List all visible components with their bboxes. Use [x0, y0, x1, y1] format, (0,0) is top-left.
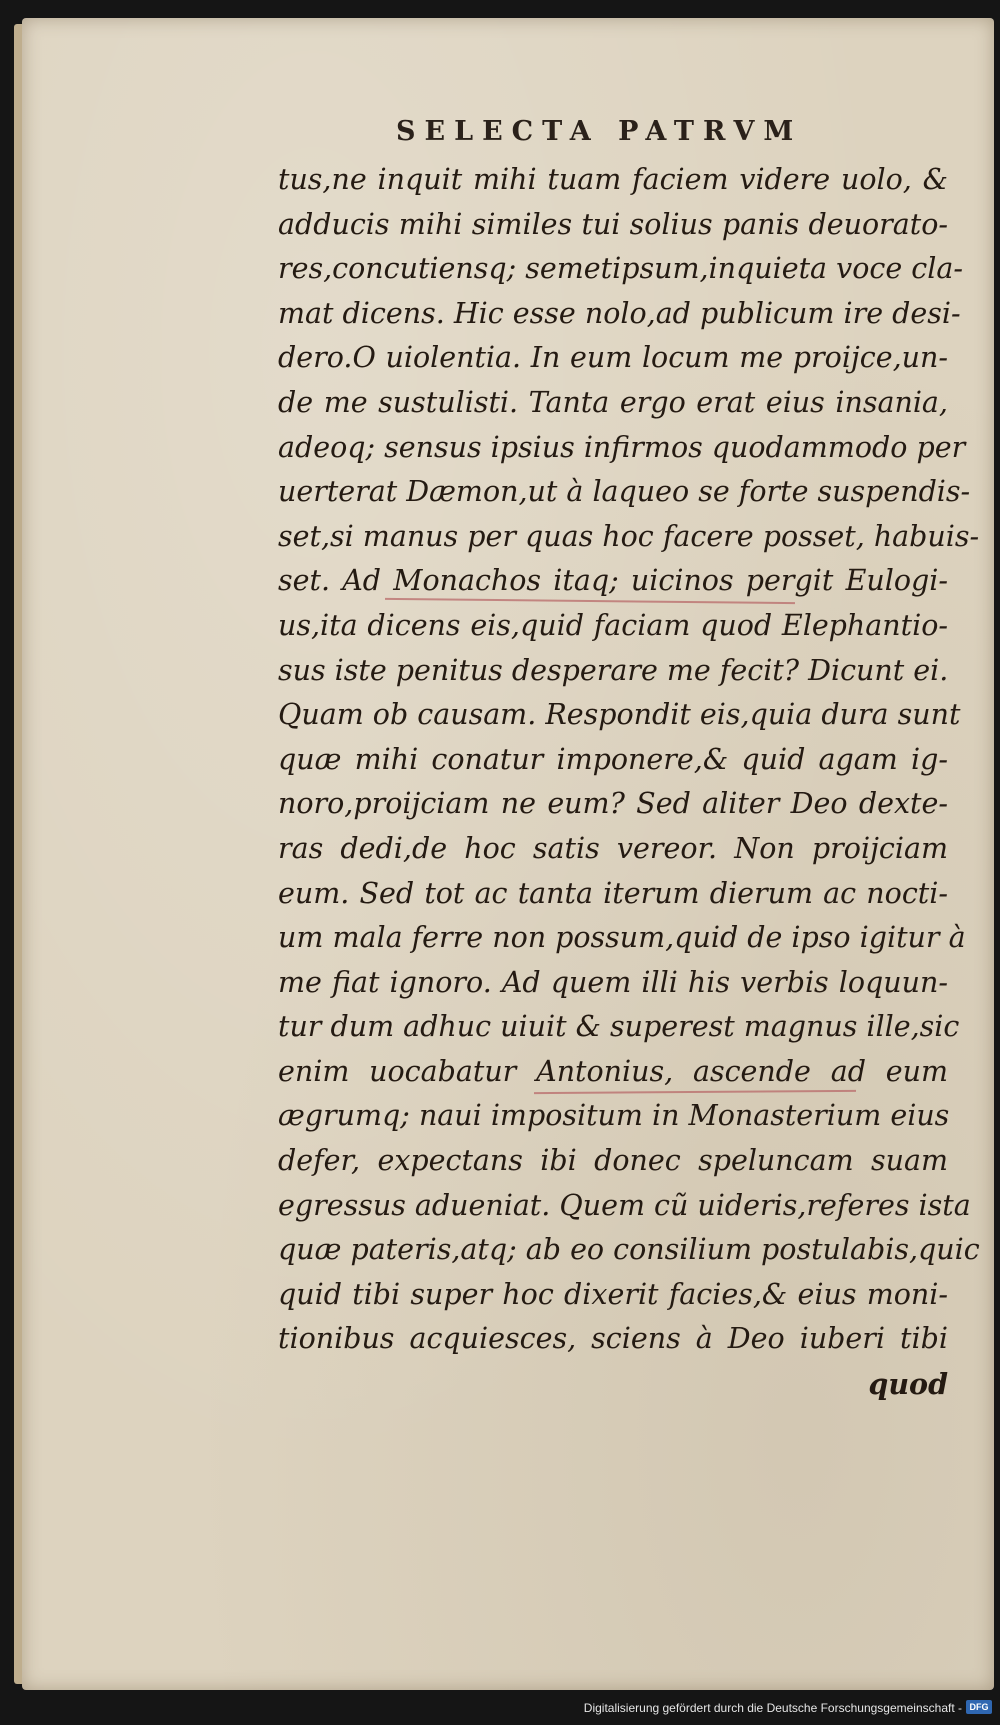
- footer-bar: [0, 1695, 1000, 1725]
- text-line: tus,ne inquit mihi tuam faciem videre uolo, &: [278, 163, 948, 196]
- text-block: [278, 158, 980, 1407]
- text-line: noro,proijciam ne eum? Sed aliter Deo dexte-: [278, 787, 948, 821]
- text-line: quæ mihi conatur imponere,& quid agam ig-: [278, 742, 948, 776]
- text-line: quæ pateris,atq; ab eo consilium postulabis,quic: [278, 1233, 980, 1267]
- text-line: eum. Sed tot ac tanta iterum dierum ac nocti-: [278, 876, 948, 910]
- text-line: res,concutiensq; semetipsum,inquieta voce cla-: [278, 252, 963, 286]
- text-line: mat dicens. Hic esse nolo,ad publicum ire desi-: [278, 296, 961, 330]
- text-line: defer, expectans ibi donec speluncam suam: [278, 1144, 948, 1178]
- dfg-logo: DFG: [966, 1700, 992, 1714]
- text-line: de me sustulisti. Tanta ergo erat eius insania,: [278, 385, 948, 419]
- text-line: quid tibi super hoc dixerit facies,& eius moni-: [278, 1277, 948, 1311]
- text-line: tur dum adhuc uiuit & superest magnus ille,sic: [278, 1010, 960, 1044]
- text-line: Quam ob causam. Respondit eis,quia dura sunt: [278, 698, 961, 732]
- text-line: dero.O uiolentia. In eum locum me proijce,un-: [278, 341, 948, 375]
- text-line: us,ita dicens eis,quid faciam quod Elephantio-: [278, 608, 948, 642]
- text-line: set,si manus per quas hoc facere posset, habuis-: [278, 519, 980, 553]
- text-line: adeoq; sensus ipsius infirmos quodammodo per: [278, 430, 966, 464]
- text-line: uerterat Dæmon,ut à laqueo se forte suspendis-: [278, 475, 971, 509]
- text-line: sus iste penitus desperare me fecit? Dicunt ei.: [278, 653, 949, 687]
- text-line: egressus adueniat. Quem cũ uideris,referes ista: [278, 1188, 971, 1222]
- text-line: ægrumq; naui impositum in Monasterium eius: [278, 1099, 950, 1133]
- text-line: me fiat ignoro. Ad quem illi his verbis loquun-: [278, 965, 948, 999]
- funding-credit: Digitalisierung gefördert durch die Deutsche Forschungsgemeinschaft -: [583, 1701, 962, 1715]
- text-line: adducis mihi similes tui solius panis deuorato-: [278, 207, 948, 241]
- text-line: set. Ad Monachos itaq; uicinos pergit Eulogi-: [278, 564, 948, 598]
- text-line: tionibus acquiesces, sciens à Deo iuberi tibi: [278, 1322, 948, 1356]
- catchword: quod: [868, 1367, 948, 1402]
- text-line: um mala ferre non possum,quid de ipso igitur à: [278, 921, 966, 955]
- running-header: SELECTA PATRVM: [396, 116, 803, 147]
- text-line: ras dedi,de hoc satis vereor. Non proijciam: [278, 831, 948, 865]
- text-line: enim uocabatur Antonius, ascende ad eum: [278, 1054, 948, 1088]
